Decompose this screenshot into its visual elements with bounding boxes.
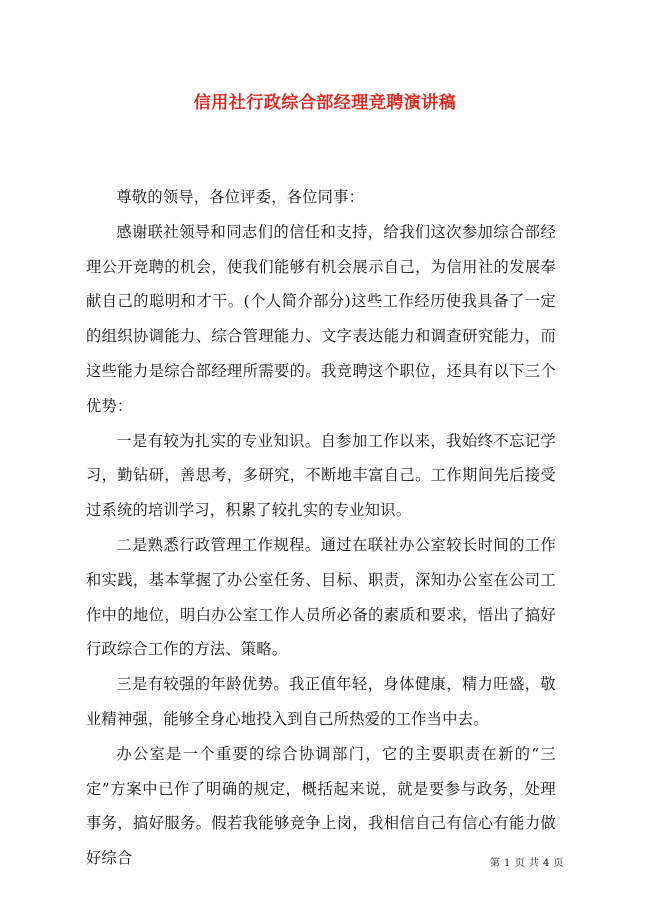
body-paragraph: 办公室是一个重要的综合协调部门，它的主要职责在新的“三定”方案中已作了明确的规定，概括起来说，就是要参与政务，处理事务，搞好服务。假若我能够竞争上岗，我相信自己有信心有能力做好综合 (86, 744, 556, 868)
body-paragraph: 感谢联社领导和同志们的信任和支持，给我们这次参加综合部经理公开竞聘的机会，使我们能够有机会展示自己，为信用社的发展奉献自己的聪明和才干。(个人简介部分)这些工作经历使我具备了一定的组织协调能力、综合管理能力、文字表达能力和调查研究能力，而这些能力是综合部经理所需要的。我竞聘这个职位，还具有以下三个优势： (86, 222, 556, 415)
page-number-footer: 第 1 页 共 4 页 (489, 858, 564, 869)
body-paragraph: 三是有较强的年龄优势。我正值年轻，身体健康，精力旺盛，敬业精神强，能够全身心地投入到自己所热爱的工作当中去。 (86, 675, 556, 728)
body-paragraph: 二是熟悉行政管理工作规程。通过在联社办公室较长时间的工作和实践，基本掌握了办公室任务、目标、职责，深知办公室在公司工作中的地位，明白办公室工作人员所必备的素质和要求，悟出了搞好行政综合工作的方法、策略。 (86, 535, 556, 659)
document-body (86, 180, 556, 876)
body-paragraph: 一是有较为扎实的专业知识。自参加工作以来，我始终不忘记学习，勤钻研，善思考，多研究，不断地丰富自己。工作期间先后接受过系统的培训学习，积累了较扎实的专业知识。 (86, 431, 556, 520)
salutation-paragraph: 尊敬的领导，各位评委，各位同事： (116, 188, 365, 206)
document-title: 信用社行政综合部经理竞聘演讲稿 (193, 93, 457, 113)
